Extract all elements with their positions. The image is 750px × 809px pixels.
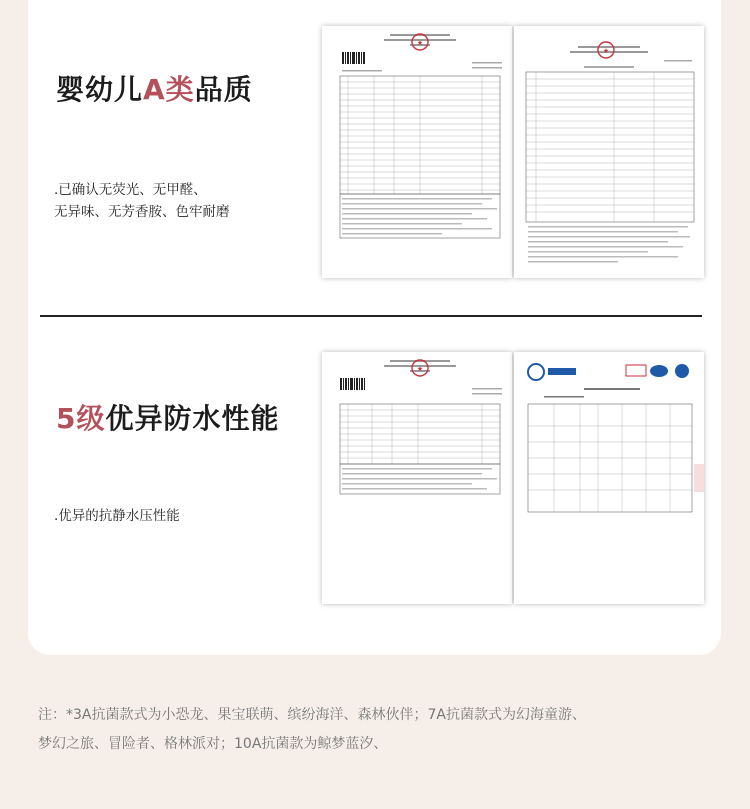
test-report-image-2	[514, 26, 704, 278]
footnote: 注：*3A抗菌款式为小恐龙、果宝联萌、缤纷海洋、森林伙伴；7A抗菌款式为幻海童游、 梦幻之旅、冒险者、格林派对；10A抗菌款为鲸梦蓝汐、	[38, 707, 586, 752]
test-report-image-3	[322, 352, 512, 604]
section1-title: 婴幼儿A类品质	[56, 73, 253, 106]
section1-description: .已确认无荧光、无甲醛、 无异味、无芳香胺、色牢耐磨	[54, 182, 230, 220]
svg-text:★: ★	[416, 365, 424, 373]
svg-text:★: ★	[416, 39, 424, 47]
section2-title: 5级优异防水性能	[56, 402, 280, 435]
content-card	[28, 0, 721, 655]
test-report-image-4	[514, 352, 704, 604]
section2-description: .优异的抗静水压性能	[54, 508, 180, 524]
test-report-image-1	[322, 26, 512, 278]
svg-text:★: ★	[602, 47, 610, 55]
section-divider	[40, 315, 702, 317]
